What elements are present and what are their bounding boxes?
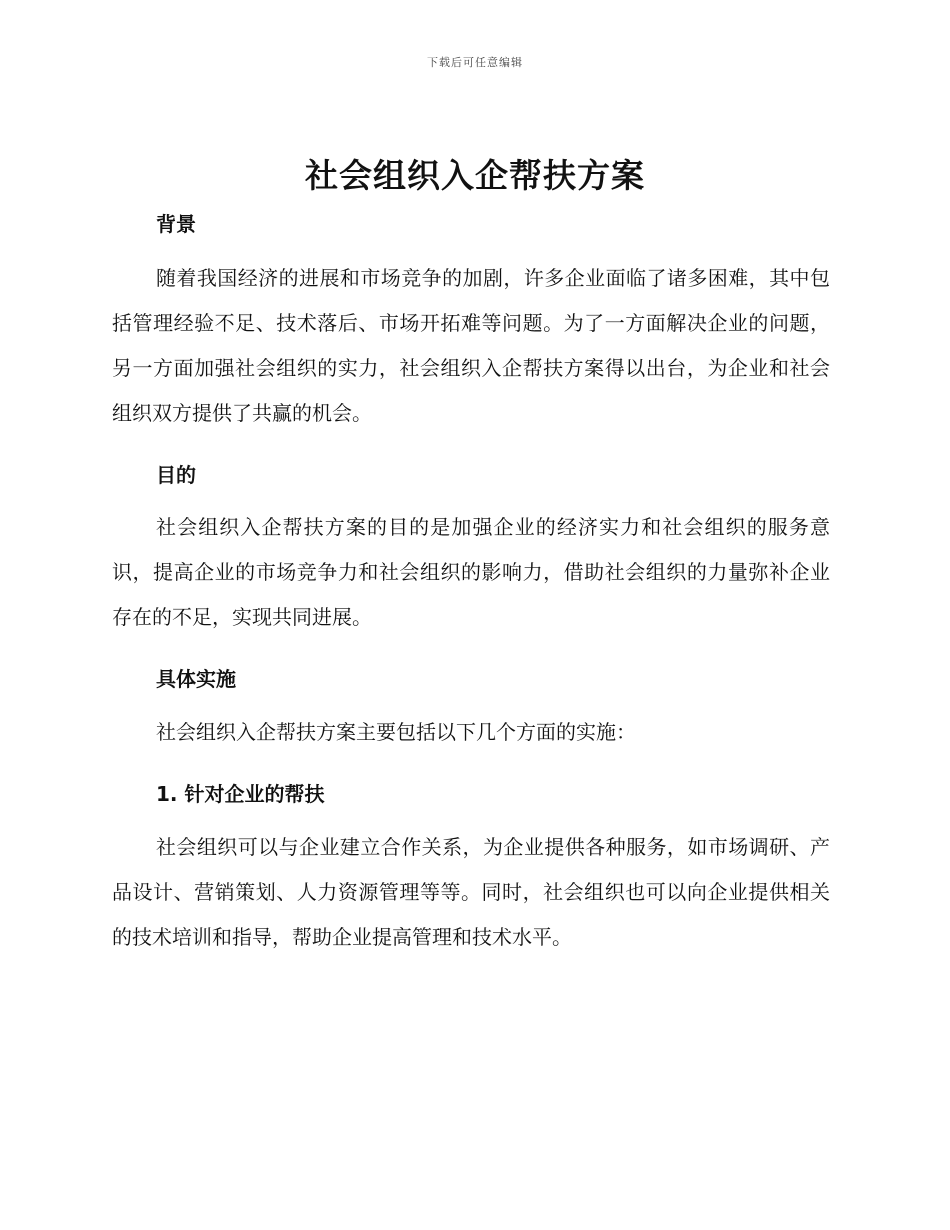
section-paragraph-purpose: 社会组织入企帮扶方案的目的是加强企业的经济实力和社会组织的服务意识，提高企业的市场竞争力和社会组织的影响力，借助社会组织的力量弥补企业存在的不足，实现共同进展。 (112, 515, 830, 629)
section-paragraph-enterprise-support: 社会组织可以与企业建立合作关系，为企业提供各种服务，如市场调研、产品设计、营销策划、人力资源管理等等。同时，社会组织也可以向企业提供相关的技术培训和指导，帮助企业提高管理和技术水平。 (112, 835, 830, 949)
section-heading-enterprise-support: 1. 针对企业的帮扶 (156, 782, 325, 806)
section-heading-implementation: 具体实施 (156, 667, 236, 691)
section-heading-purpose: 目的 (156, 463, 196, 487)
section-paragraph-background: 随着我国经济的进展和市场竞争的加剧，许多企业面临了诸多困难，其中包括管理经验不足、技术落后、市场开拓难等问题。为了一方面解决企业的问题，另一方面加强社会组织的实力，社会组织入企帮扶方案得以出台，为企业和社会组织双方提供了共赢的机会。 (112, 266, 830, 425)
header-note: 下载后可任意编辑 (427, 56, 523, 69)
document-title: 社会组织入企帮扶方案 (305, 156, 645, 195)
section-paragraph-implementation: 社会组织入企帮扶方案主要包括以下几个方面的实施： (156, 720, 636, 744)
section-heading-background: 背景 (156, 212, 196, 236)
